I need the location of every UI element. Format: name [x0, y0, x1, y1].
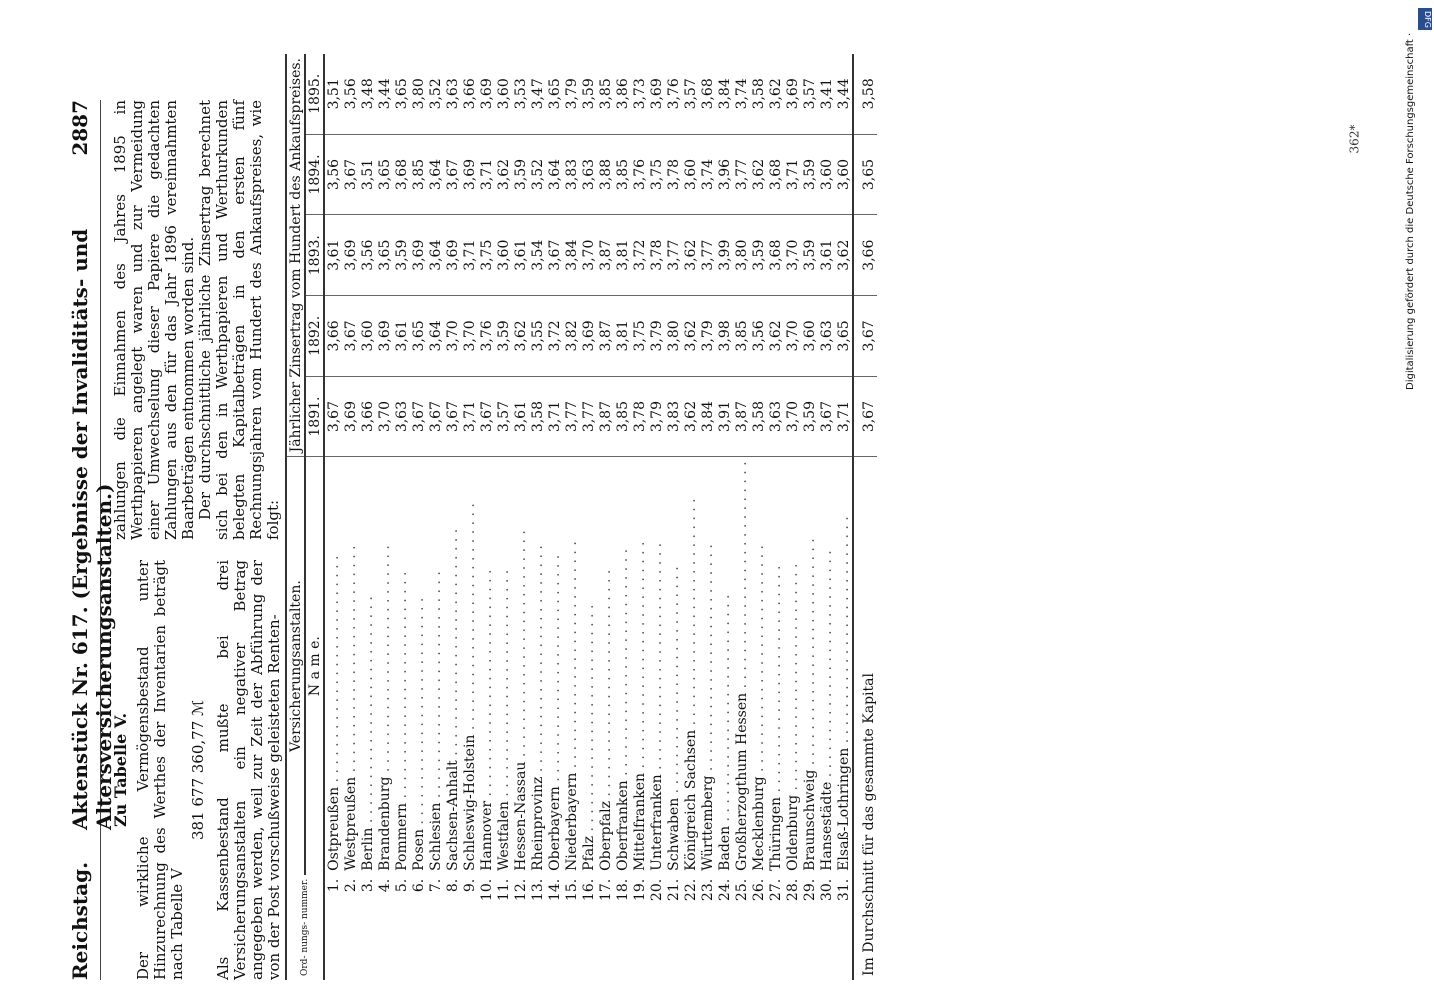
group-header-left: Versicherungsanstalten. [287, 580, 304, 753]
table-row [461, 54, 478, 980]
row-value: 3,52 [529, 134, 546, 215]
row-value: 3,71 [835, 376, 853, 457]
table-row [818, 54, 835, 980]
table-row [478, 54, 495, 980]
header-left: Reichstag. [68, 861, 92, 980]
paragraph: Als Kassenbestand mußte bei drei Versicherungsanstalten ein negativer Betrag angegeben werden, weil zur Zeit der Abführung der von der Post vorschußweise geleisteten Renten- [214, 560, 283, 980]
row-name: Schleswig-Holstein . . . [461, 457, 478, 875]
table-row [614, 54, 631, 980]
row-value: 3,77 [580, 376, 597, 457]
table-row [580, 54, 597, 980]
table-row [631, 54, 648, 980]
row-number: 30. [818, 878, 835, 902]
row-value: 3,62 [767, 296, 784, 377]
row-value: 3,59 [801, 215, 818, 296]
row-value: 3,68 [767, 134, 784, 215]
row-value: 3,81 [614, 215, 631, 296]
page-number: 2887 [68, 100, 92, 156]
row-value: 3,62 [682, 376, 699, 457]
row-value: 3,76 [665, 54, 682, 134]
row-name: Oberpfalz . . . [597, 457, 614, 875]
row-value: 3,58 [750, 376, 767, 457]
row-value: 3,87 [597, 296, 614, 377]
row-value: 3,63 [393, 376, 410, 457]
row-value: 3,85 [733, 296, 750, 377]
row-number: 17. [597, 878, 614, 902]
row-value: 3,62 [750, 134, 767, 215]
row-value: 3,69 [478, 54, 495, 134]
row-value: 3,85 [614, 376, 631, 457]
row-value: 3,68 [393, 134, 410, 215]
row-name: Hessen-Nassau . . . [512, 457, 529, 875]
average-value: 3,65 [853, 134, 877, 215]
row-value: 3,66 [359, 376, 376, 457]
table-row [529, 54, 546, 980]
row-value: 3,65 [546, 54, 563, 134]
row-value: 3,83 [563, 134, 580, 215]
row-value: 3,69 [444, 215, 461, 296]
row-value: 3,67 [478, 376, 495, 457]
row-value: 3,79 [563, 54, 580, 134]
year-header: 1894. [305, 134, 324, 215]
row-value: 3,87 [597, 376, 614, 457]
row-name: Oldenburg . . . [784, 457, 801, 875]
row-value: 3,59 [512, 134, 529, 215]
row-value: 3,57 [495, 376, 512, 457]
row-name: Oberfranken . . . [614, 457, 631, 875]
row-name: Baden . . . [716, 457, 733, 875]
row-value: 3,77 [733, 134, 750, 215]
row-value: 3,73 [631, 54, 648, 134]
row-value: 3,44 [835, 54, 853, 134]
average-row [853, 54, 877, 980]
row-value: 3,59 [393, 215, 410, 296]
row-value: 3,79 [648, 376, 665, 457]
row-number: 26. [750, 878, 767, 902]
row-value: 3,86 [614, 54, 631, 134]
row-name: Pfalz . . . [580, 457, 597, 875]
row-value: 3,70 [580, 215, 597, 296]
row-name: Westpreußen . . . [342, 457, 359, 875]
row-value: 3,60 [801, 296, 818, 377]
row-name: Schlesien . . . [427, 457, 444, 875]
row-value: 3,59 [580, 54, 597, 134]
row-number: 19. [631, 878, 648, 902]
left-column [112, 560, 283, 980]
average-value: 3,66 [853, 215, 877, 296]
row-name: Pommern . . . [393, 457, 410, 875]
row-value: 3,63 [444, 54, 461, 134]
row-value: 3,62 [512, 296, 529, 377]
row-value: 3,63 [580, 134, 597, 215]
row-value: 3,76 [631, 134, 648, 215]
row-value: 3,77 [665, 215, 682, 296]
row-name: Thüringen . . . [767, 457, 784, 875]
row-value: 3,87 [733, 376, 750, 457]
row-number: 20. [648, 878, 665, 902]
row-name: Braunschweig . . . [801, 457, 818, 875]
row-value: 3,82 [563, 296, 580, 377]
row-value: 3,98 [716, 296, 733, 377]
row-value: 3,60 [495, 215, 512, 296]
row-name: Württemberg . . . [699, 457, 716, 875]
row-value: 3,80 [410, 54, 427, 134]
row-value: 3,70 [784, 215, 801, 296]
row-number: 16. [580, 878, 597, 902]
row-value: 3,56 [359, 215, 376, 296]
row-value: 3,71 [461, 215, 478, 296]
row-value: 3,71 [546, 376, 563, 457]
row-name: Mecklenburg . . . [750, 457, 767, 875]
row-value: 3,62 [682, 296, 699, 377]
row-value: 3,64 [427, 134, 444, 215]
row-number: 15. [563, 878, 580, 902]
page-header [64, 100, 116, 980]
row-value: 3,62 [835, 215, 853, 296]
row-value: 3,62 [682, 215, 699, 296]
row-value: 3,63 [818, 296, 835, 377]
table-row [767, 54, 784, 980]
row-value: 3,62 [495, 134, 512, 215]
row-value: 3,85 [410, 134, 427, 215]
row-value: 3,85 [597, 54, 614, 134]
average-value: 3,67 [853, 376, 877, 457]
row-value: 3,75 [478, 215, 495, 296]
table-row [393, 54, 410, 980]
document-page [20, 20, 1020, 980]
row-value: 3,72 [546, 296, 563, 377]
row-number: 18. [614, 878, 631, 902]
table-row [410, 54, 427, 980]
row-value: 3,81 [614, 296, 631, 377]
row-value: 3,64 [546, 134, 563, 215]
row-value: 3,68 [699, 54, 716, 134]
row-value: 3,56 [750, 296, 767, 377]
row-value: 3,56 [324, 134, 342, 215]
row-value: 3,78 [665, 134, 682, 215]
table-row [546, 54, 563, 980]
average-value: 3,58 [853, 54, 877, 134]
row-value: 3,54 [529, 215, 546, 296]
year-header: 1893. [305, 215, 324, 296]
row-value: 3,99 [716, 215, 733, 296]
table-row [733, 54, 750, 980]
amount: 381 677 360,77 ℳ [189, 699, 207, 841]
row-value: 3,67 [818, 376, 835, 457]
footer-text: Digitalisierung gefördert durch die Deutsche Forschungsgemeinschaft · [1405, 32, 1416, 390]
table-row [750, 54, 767, 980]
table-row [324, 54, 342, 980]
row-value: 3,60 [818, 134, 835, 215]
row-value: 3,78 [648, 215, 665, 296]
row-number: 6. [410, 878, 427, 893]
col-ord-header: Ord- nungs- nummer. [300, 878, 310, 976]
row-value: 3,70 [376, 376, 393, 457]
row-value: 3,75 [631, 296, 648, 377]
group-header-right: Jährlicher Zinsertrag vom Hundert des Ankaufspreises. [286, 54, 305, 457]
row-value: 3,70 [461, 296, 478, 377]
row-number: 11. [495, 878, 512, 902]
table-row [682, 54, 699, 980]
row-value: 3,83 [665, 376, 682, 457]
row-number: 14. [546, 878, 563, 902]
row-value: 3,70 [444, 296, 461, 377]
row-value: 3,63 [767, 376, 784, 457]
table-row [342, 54, 359, 980]
row-value: 3,61 [512, 376, 529, 457]
row-value: 3,67 [324, 376, 342, 457]
row-name: Westfalen . . . [495, 457, 512, 875]
row-value: 3,69 [461, 134, 478, 215]
row-value: 3,66 [324, 296, 342, 377]
row-name: Hansestädte . . . [818, 457, 835, 875]
row-number: 28. [784, 878, 801, 902]
row-number: 7. [427, 878, 444, 893]
row-value: 3,68 [767, 215, 784, 296]
row-value: 3,78 [631, 376, 648, 457]
table-row [665, 54, 682, 980]
row-name: Ostpreußen . . . [324, 457, 342, 875]
row-value: 3,47 [529, 54, 546, 134]
average-value: 3,67 [853, 296, 877, 377]
row-number: 29. [801, 878, 818, 902]
row-value: 3,67 [410, 376, 427, 457]
row-number: 1. [325, 878, 342, 893]
row-name: Oberbayern . . . [546, 457, 563, 875]
dfg-logo: DFG [1418, 8, 1432, 30]
row-value: 3,57 [682, 54, 699, 134]
header-center: Aktenstück Nr. 617. (Ergebnisse der Invaliditäts- und Altersversicherungsanstalten.) [68, 228, 116, 830]
row-value: 3,65 [376, 134, 393, 215]
row-number: 22. [682, 878, 699, 902]
row-value: 3,67 [342, 296, 359, 377]
row-value: 3,60 [495, 54, 512, 134]
row-value: 3,41 [818, 54, 835, 134]
interest-table [285, 54, 877, 980]
row-value: 3,58 [750, 54, 767, 134]
row-value: 3,91 [716, 376, 733, 457]
row-value: 3,84 [716, 54, 733, 134]
table-row [597, 54, 614, 980]
table-row [495, 54, 512, 980]
row-value: 3,74 [733, 54, 750, 134]
row-value: 3,69 [580, 296, 597, 377]
year-header: 1895. [305, 54, 324, 134]
row-name: Berlin . . . [359, 457, 376, 875]
row-value: 3,75 [648, 134, 665, 215]
row-value: 3,71 [478, 134, 495, 215]
row-value: 3,77 [699, 215, 716, 296]
row-name: Elsaß-Lothringen . . . [835, 457, 853, 875]
row-value: 3,67 [342, 134, 359, 215]
row-value: 3,85 [614, 134, 631, 215]
year-header: 1891. [305, 376, 324, 457]
row-name: Posen . . . [410, 457, 427, 875]
row-value: 3,79 [648, 296, 665, 377]
row-value: 3,84 [563, 215, 580, 296]
row-value: 3,70 [784, 376, 801, 457]
row-value: 3,64 [427, 296, 444, 377]
row-value: 3,56 [342, 54, 359, 134]
row-number: 5. [393, 878, 410, 893]
row-number: 21. [665, 878, 682, 902]
row-name: Hannover . . . [478, 457, 495, 875]
digitization-footer [1405, 10, 1425, 990]
row-value: 3,87 [597, 215, 614, 296]
row-value: 3,61 [324, 215, 342, 296]
row-value: 3,79 [699, 296, 716, 377]
row-value: 3,59 [801, 376, 818, 457]
row-value: 3,48 [359, 54, 376, 134]
row-value: 3,59 [801, 134, 818, 215]
row-value: 3,69 [410, 215, 427, 296]
row-value: 3,74 [699, 134, 716, 215]
row-value: 3,71 [784, 134, 801, 215]
row-value: 3,51 [359, 134, 376, 215]
row-number: 8. [444, 878, 461, 893]
row-value: 3,65 [393, 54, 410, 134]
row-number: 4. [376, 878, 393, 893]
row-value: 3,80 [733, 215, 750, 296]
rotated-content [20, 20, 1020, 980]
row-value: 3,58 [529, 376, 546, 457]
row-value: 3,53 [512, 54, 529, 134]
row-value: 3,60 [835, 134, 853, 215]
row-name: Brandenburg . . . [376, 457, 393, 875]
row-value: 3,84 [699, 376, 716, 457]
col-name-header: N a m e. [306, 636, 323, 697]
table-row [648, 54, 665, 980]
table-row [512, 54, 529, 980]
table-row [444, 54, 461, 980]
paragraph: Der wirkliche Vermögensbestand unter Hinzurechnung des Werthes der Inventarien beträgt nach Tabelle V [134, 560, 186, 980]
section-heading: Zu Tabelle V. [111, 712, 130, 828]
row-value: 3,80 [665, 296, 682, 377]
row-number: 23. [699, 878, 716, 902]
row-number: 12. [512, 878, 529, 902]
row-value: 3,96 [716, 134, 733, 215]
row-number: 2. [342, 878, 359, 893]
margin-mark: 362* [1347, 124, 1362, 154]
row-value: 3,66 [461, 54, 478, 134]
row-value: 3,52 [427, 54, 444, 134]
right-column [112, 100, 282, 540]
row-value: 3,62 [767, 54, 784, 134]
row-value: 3,67 [444, 376, 461, 457]
row-number: 10. [478, 878, 495, 902]
row-value: 3,72 [631, 215, 648, 296]
row-name: Großherzogthum Hessen . . . [733, 457, 750, 875]
row-value: 3,60 [359, 296, 376, 377]
row-value: 3,67 [444, 134, 461, 215]
row-name: Sachsen-Anhalt . . . [444, 457, 461, 875]
row-value: 3,55 [529, 296, 546, 377]
row-number: 3. [359, 878, 376, 893]
row-value: 3,61 [393, 296, 410, 377]
row-value: 3,65 [835, 296, 853, 377]
row-value: 3,51 [324, 54, 342, 134]
year-header: 1892. [305, 296, 324, 377]
average-label: Im Durchschnitt für das gesammte Kapital [853, 457, 877, 980]
row-value: 3,77 [563, 376, 580, 457]
row-number: 25. [733, 878, 750, 902]
row-value: 3,69 [784, 54, 801, 134]
row-value: 3,71 [461, 376, 478, 457]
row-value: 3,44 [376, 54, 393, 134]
row-value: 3,59 [495, 296, 512, 377]
row-value: 3,65 [410, 296, 427, 377]
table-row [376, 54, 393, 980]
row-value: 3,61 [512, 215, 529, 296]
row-name: Mittelfranken . . . [631, 457, 648, 875]
row-value: 3,65 [376, 215, 393, 296]
row-number: 13. [529, 878, 546, 902]
row-name: Königreich Sachsen . . . [682, 457, 699, 875]
table-row [784, 54, 801, 980]
row-number: 31. [835, 878, 852, 902]
row-value: 3,59 [750, 215, 767, 296]
row-value: 3,67 [427, 376, 444, 457]
row-value: 3,69 [342, 376, 359, 457]
table-row [427, 54, 444, 980]
row-number: 24. [716, 878, 733, 902]
row-name: Unterfranken . . . [648, 457, 665, 875]
row-name: Niederbayern . . . [563, 457, 580, 875]
table-row [716, 54, 733, 980]
row-name: Rheinprovinz . . . [529, 457, 546, 875]
table-row [801, 54, 818, 980]
paragraph: zahlungen die Einnahmen des Jahres 1895 in Werthpapieren angelegt waren und zur Vermeidung einer Umwechselung dieser Papiere die gedachten Zahlungen aus den für das Jahr 1896 vereinnahmten Baarbeträgen entnommen worden sind. [111, 100, 197, 540]
row-value: 3,57 [801, 54, 818, 134]
row-value: 3,88 [597, 134, 614, 215]
table-body [324, 54, 853, 980]
row-number: 9. [461, 878, 478, 893]
row-value: 3,61 [818, 215, 835, 296]
table-row [835, 54, 853, 980]
row-value: 3,69 [376, 296, 393, 377]
table-row [563, 54, 580, 980]
row-value: 3,70 [784, 296, 801, 377]
row-value: 3,69 [648, 54, 665, 134]
row-value: 3,60 [682, 134, 699, 215]
row-name: Schwaben . . . [665, 457, 682, 875]
table-row [359, 54, 376, 980]
paragraph: Der durchschnittliche jährliche Zinsertrag berechnet sich bei den in Werthpapieren und Werthurkunden belegten Kapitalbeträgen in den ersten fünf Rechnungsjahren vom Hundert des Ankaufspreises, wie folgt: [196, 100, 282, 540]
row-value: 3,76 [478, 296, 495, 377]
table-row [699, 54, 716, 980]
row-value: 3,69 [342, 215, 359, 296]
row-number: 27. [767, 878, 784, 902]
row-value: 3,64 [427, 215, 444, 296]
row-value: 3,67 [546, 215, 563, 296]
